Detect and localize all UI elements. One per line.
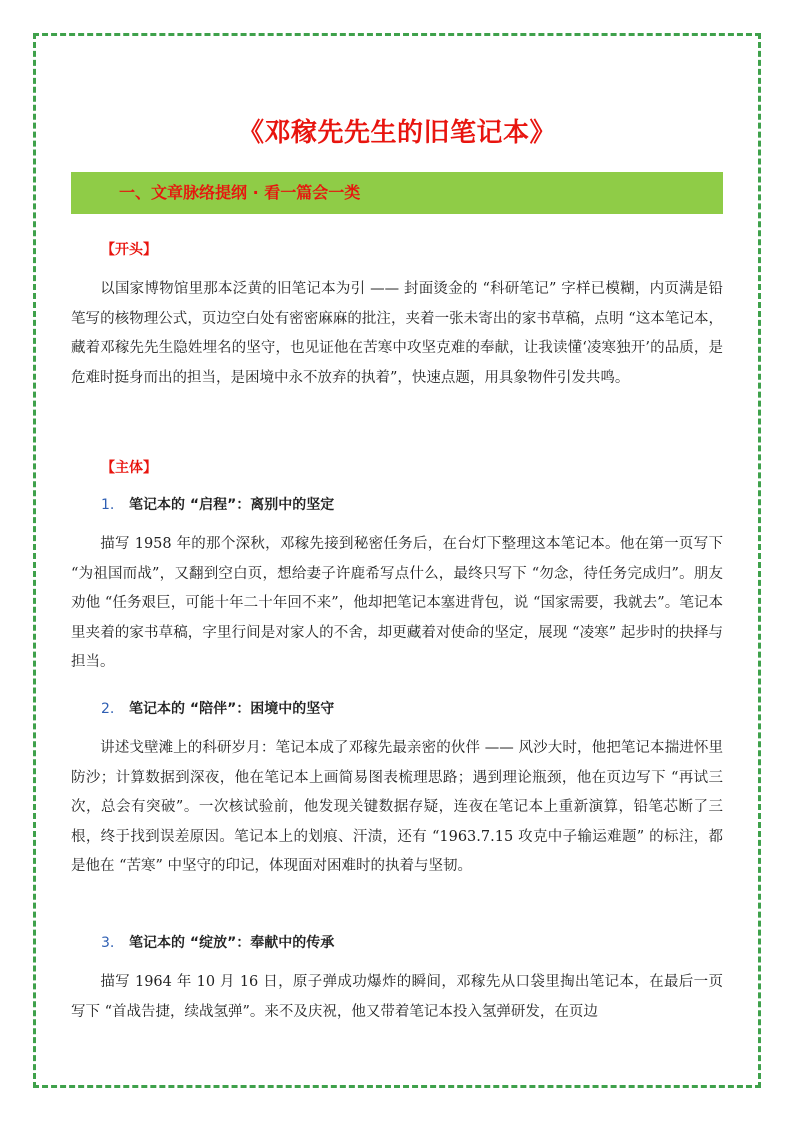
opening-text: 以国家博物馆里那本泛黄的旧笔记本为引 —— 封面烫金的 “科研笔记” 字样已模糊，内页满是铅笔写的核物理公式，页边空白处有密密麻麻的批注，夹着一张未寄出的家书草稿，点明 “这本笔记本，藏着邓稼先先生隐姓埋名的坚守，也见证他在苦寒中攻坚克难的奉献，让我读懂‘凌寒独开’的品质，是危难时挺身而出的担当，是困境中永不放弃的执着”，快速点题，用具象物件引发共鸣。 [71,281,723,386]
section-bar [71,172,723,214]
item-text: 讲述戈壁滩上的科研岁月：笔记本成了邓稼先最亲密的伙伴 —— 风沙大时，他把笔记本揣进怀里防沙；计算数据到深夜，他在笔记本上画简易图表梳理思路；遇到理论瓶颈，他在页边写下 “再试三次，总会有突破”。一次核试验前，他发现关键数据存疑，连夜在笔记本上重新演算，铅笔芯断了三根，终于找到误差原因。笔记本上的划痕、汗渍，还有 “1963.7.15 攻克中子输运难题” 的标注，都是他在 “苦寒” 中坚守的印记，体现面对困难时的执着与坚韧。 [71,740,723,874]
item-number: 1. [101,497,115,513]
item-paragraph-3 [71,968,723,1027]
item-paragraph-1 [71,530,723,678]
subheading-1 [101,494,334,514]
item-paragraph-2 [71,734,723,882]
item-text: 描写 1958 年的那个深秋，邓稼先接到秘密任务后，在台灯下整理这本笔记本。他在第一页写下 “为祖国而战”，又翻到空白页，想给妻子许鹿希写点什么，最终只写下 “勿念，待任务完成归”。朋友劝他 “任务艰巨，可能十年二十年回不来”，他却把笔记本塞进背包，说 “国家需要，我就去”。笔记本里夹着的家书草稿，字里行间是对家人的不舍，却更藏着对使命的坚定，展现 “凌寒” 起步时的抉择与担当。 [71,536,723,670]
body-tag: 【主体】 [101,460,157,476]
item-number: 3. [101,935,115,951]
subheading-text: 笔记本的 “启程”：离别中的坚定 [129,497,335,513]
item-number: 2. [101,701,115,717]
document-title: 《邓稼先先生的旧笔记本》 [237,118,556,148]
opening-tag: 【开头】 [101,242,157,258]
subheading-2 [101,698,334,718]
subheading-text: 笔记本的 “绽放”：奉献中的传承 [129,935,335,951]
subheading-3 [101,932,334,952]
opening-paragraph [71,275,723,393]
item-text: 描写 1964 年 10 月 16 日，原子弹成功爆炸的瞬间，邓稼先从口袋里掏出笔记本，在最后一页写下 “首战告捷，续战氢弹”。来不及庆祝，他又带着笔记本投入氢弹研发，在页边 [71,974,723,1020]
subheading-text: 笔记本的 “陪伴”：困境中的坚守 [129,701,335,717]
section-bar-title: 一、文章脉络提纲 · 看一篇会一类 [119,183,361,202]
